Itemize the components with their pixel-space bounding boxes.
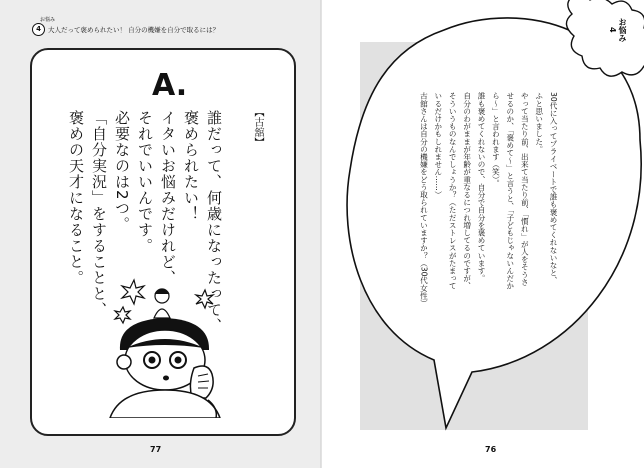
question-line: 古舘さんは自分の機嫌をどう取られていますか？（30代女性）	[419, 92, 429, 307]
answer-card	[30, 48, 296, 436]
badge-label: お悩み	[618, 18, 627, 42]
chapter-number-badge: 4	[32, 23, 45, 36]
question-line: 30代に入ってプライベートで誰も褒めてくれないなと、	[549, 92, 559, 285]
badge-number: 4	[608, 27, 617, 33]
chapter-kicker: お悩み	[40, 17, 56, 23]
speaker-label: 【古舘】	[252, 107, 263, 147]
question-line: ふと思いました。	[534, 92, 544, 153]
question-line: ら～」と言われます（笑）。	[491, 92, 501, 187]
answer-line: それでいいんです。	[136, 110, 154, 254]
answer-line: 「自分実況」をすることと、	[90, 110, 108, 318]
question-line: せるのか、「褒めて～」と言うと、「子どもじゃないんだか	[505, 92, 515, 290]
right-page	[322, 0, 644, 468]
answer-line: イタいお悩みだけれど、	[159, 110, 177, 286]
chapter-header	[30, 16, 310, 40]
answer-line: 必要なのは2つ。	[113, 110, 131, 233]
page-number: 77	[150, 445, 162, 454]
thinking-person-illustration	[90, 276, 240, 418]
question-line: 誰も褒めてくれないので、自分で自分を褒めています。	[477, 92, 487, 282]
chapter-title: 大人だって褒められたい！ 自分の機嫌を自分で取るには？	[48, 26, 220, 34]
question-text	[416, 92, 560, 342]
concern-badge	[594, 18, 628, 42]
question-line: そういうものなんでしょうか？（ただストレスがたまって	[448, 92, 458, 290]
answer-line: 褒められたい！	[182, 110, 200, 222]
answer-line: 褒めの天才になること。	[67, 110, 85, 286]
question-line: いるだけかもしれません……）	[433, 92, 443, 199]
question-line: やって当たり前、出来て当たり前、「慣れ」が人をそうさ	[520, 92, 530, 286]
answer-line: 誰だって、何歳になったって、	[205, 110, 223, 334]
answer-letter: A.	[152, 68, 188, 103]
page-number: 76	[485, 445, 497, 454]
question-line: 自分のわがままが年齢が重なるにつれ増してるのですが、	[462, 92, 472, 290]
